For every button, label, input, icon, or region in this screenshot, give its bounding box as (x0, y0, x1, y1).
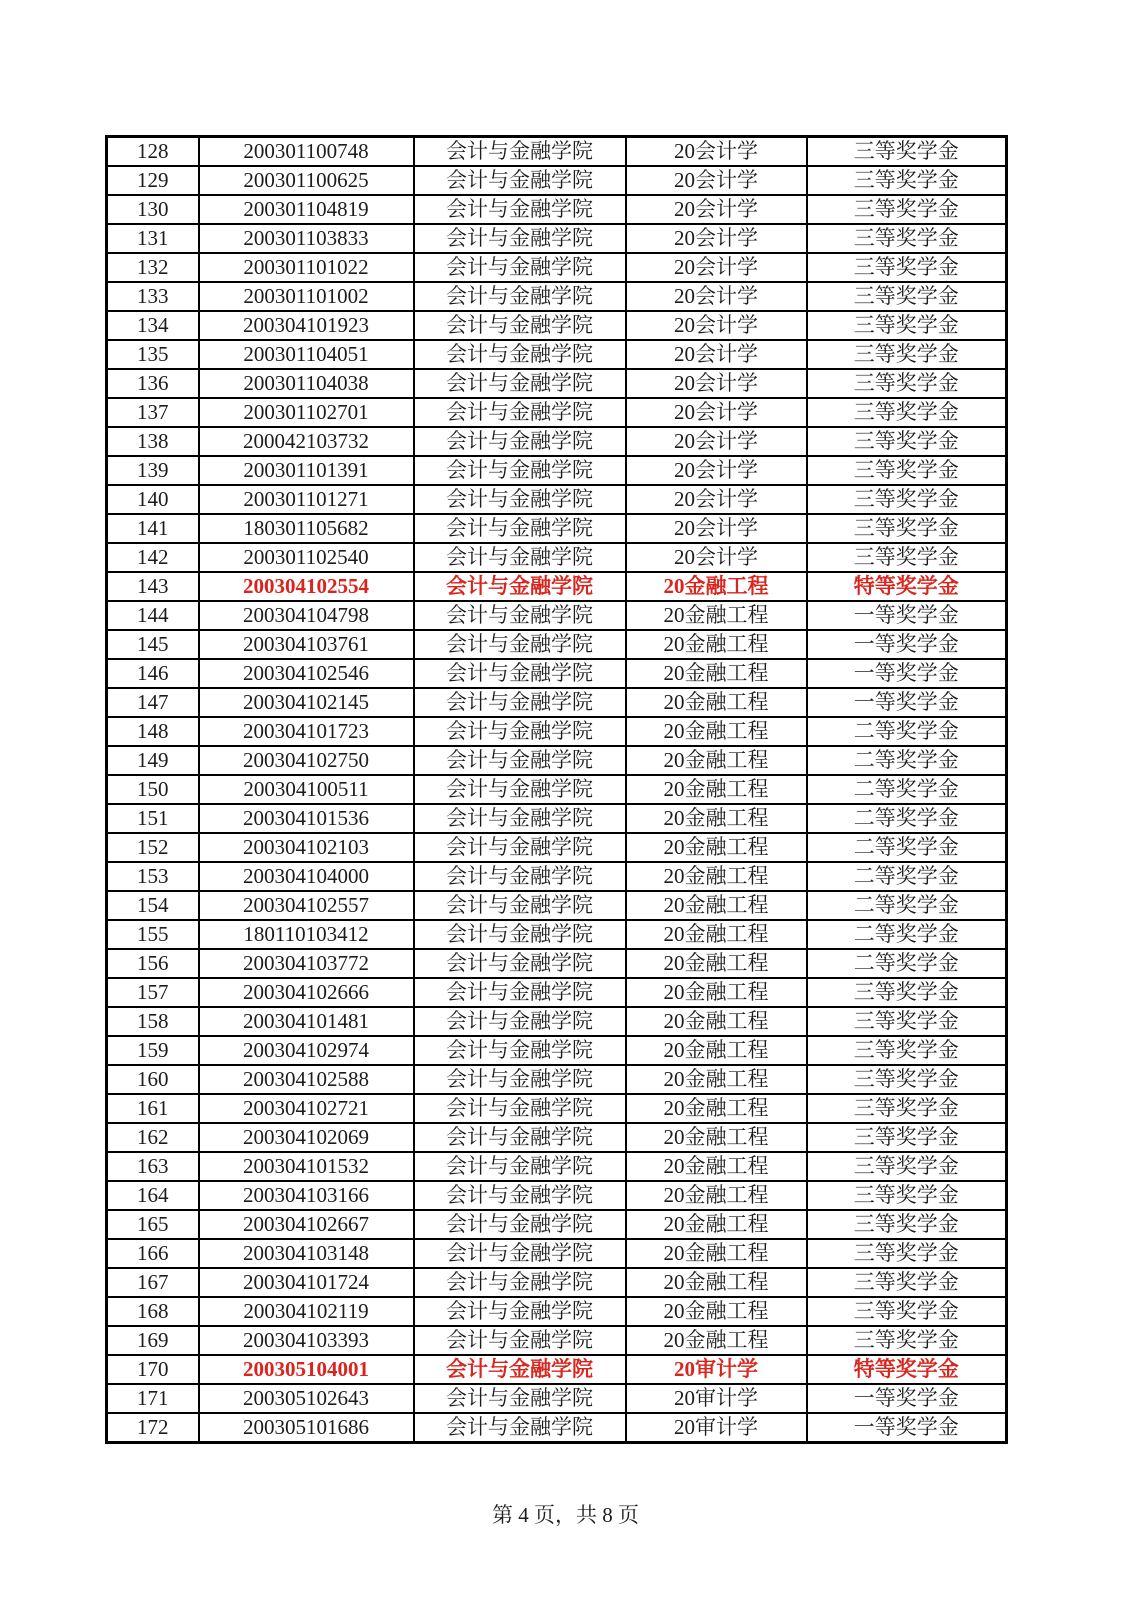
cell-award: 二等奖学金 (807, 717, 1007, 746)
cell-major: 20金融工程 (626, 1065, 807, 1094)
cell-student-id: 200304103393 (199, 1326, 414, 1355)
cell-award: 三等奖学金 (807, 1268, 1007, 1297)
table-row (107, 978, 1007, 1007)
cell-college: 会计与金融学院 (414, 1065, 626, 1094)
cell-college: 会计与金融学院 (414, 1297, 626, 1326)
cell-major: 20会计学 (626, 137, 807, 167)
cell-row-number: 158 (107, 1007, 199, 1036)
cell-college: 会计与金融学院 (414, 1181, 626, 1210)
cell-student-id: 200304104000 (199, 862, 414, 891)
cell-major: 20会计学 (626, 311, 807, 340)
cell-college: 会计与金融学院 (414, 514, 626, 543)
cell-college: 会计与金融学院 (414, 978, 626, 1007)
cell-major: 20会计学 (626, 166, 807, 195)
cell-college: 会计与金融学院 (414, 398, 626, 427)
cell-student-id: 200301101002 (199, 282, 414, 311)
cell-student-id: 200301100748 (199, 137, 414, 167)
table-row (107, 601, 1007, 630)
cell-row-number: 167 (107, 1268, 199, 1297)
cell-row-number: 166 (107, 1239, 199, 1268)
cell-award: 三等奖学金 (807, 978, 1007, 1007)
cell-row-number: 151 (107, 804, 199, 833)
cell-major: 20金融工程 (626, 1094, 807, 1123)
table-row (107, 166, 1007, 195)
cell-row-number: 150 (107, 775, 199, 804)
cell-student-id: 200304102588 (199, 1065, 414, 1094)
cell-award: 一等奖学金 (807, 1413, 1007, 1443)
cell-row-number: 130 (107, 195, 199, 224)
cell-major: 20审计学 (626, 1413, 807, 1443)
table-row (107, 369, 1007, 398)
cell-row-number: 159 (107, 1036, 199, 1065)
cell-major: 20会计学 (626, 485, 807, 514)
cell-college: 会计与金融学院 (414, 572, 626, 601)
cell-college: 会计与金融学院 (414, 1036, 626, 1065)
table-row (107, 1239, 1007, 1268)
cell-college: 会计与金融学院 (414, 630, 626, 659)
cell-award: 三等奖学金 (807, 1326, 1007, 1355)
table-row (107, 746, 1007, 775)
cell-student-id: 200305101686 (199, 1413, 414, 1443)
cell-row-number: 163 (107, 1152, 199, 1181)
cell-award: 三等奖学金 (807, 1152, 1007, 1181)
cell-college: 会计与金融学院 (414, 195, 626, 224)
cell-student-id: 200304104798 (199, 601, 414, 630)
cell-major: 20审计学 (626, 1384, 807, 1413)
table-row (107, 1094, 1007, 1123)
cell-college: 会计与金融学院 (414, 166, 626, 195)
cell-major: 20会计学 (626, 514, 807, 543)
cell-major: 20会计学 (626, 224, 807, 253)
cell-award: 二等奖学金 (807, 949, 1007, 978)
table-row (107, 717, 1007, 746)
cell-row-number: 141 (107, 514, 199, 543)
cell-row-number: 142 (107, 543, 199, 572)
table-row (107, 1355, 1007, 1384)
cell-award: 三等奖学金 (807, 137, 1007, 167)
cell-award: 一等奖学金 (807, 601, 1007, 630)
cell-student-id: 200304102554 (199, 572, 414, 601)
table-row (107, 1152, 1007, 1181)
cell-row-number: 143 (107, 572, 199, 601)
cell-row-number: 148 (107, 717, 199, 746)
cell-student-id: 200304102974 (199, 1036, 414, 1065)
table-row (107, 1065, 1007, 1094)
cell-award: 特等奖学金 (807, 1355, 1007, 1384)
cell-award: 二等奖学金 (807, 804, 1007, 833)
table-row (107, 1210, 1007, 1239)
table-row (107, 804, 1007, 833)
cell-row-number: 155 (107, 920, 199, 949)
cell-row-number: 169 (107, 1326, 199, 1355)
cell-major: 20金融工程 (626, 978, 807, 1007)
cell-college: 会计与金融学院 (414, 1413, 626, 1443)
cell-row-number: 139 (107, 456, 199, 485)
cell-award: 一等奖学金 (807, 1384, 1007, 1413)
table-row (107, 775, 1007, 804)
cell-college: 会计与金融学院 (414, 746, 626, 775)
cell-row-number: 154 (107, 891, 199, 920)
cell-award: 一等奖学金 (807, 659, 1007, 688)
cell-student-id: 200304102666 (199, 978, 414, 1007)
cell-student-id: 200304102721 (199, 1094, 414, 1123)
table-row (107, 920, 1007, 949)
cell-row-number: 134 (107, 311, 199, 340)
cell-row-number: 147 (107, 688, 199, 717)
cell-row-number: 140 (107, 485, 199, 514)
cell-college: 会计与金融学院 (414, 340, 626, 369)
cell-college: 会计与金融学院 (414, 891, 626, 920)
cell-row-number: 144 (107, 601, 199, 630)
cell-student-id: 180110103412 (199, 920, 414, 949)
page-footer: 第 4 页，共 8 页 (492, 1503, 639, 1527)
cell-college: 会计与金融学院 (414, 688, 626, 717)
table-row (107, 340, 1007, 369)
cell-award: 三等奖学金 (807, 1123, 1007, 1152)
cell-student-id: 200304102546 (199, 659, 414, 688)
cell-award: 三等奖学金 (807, 427, 1007, 456)
cell-student-id: 200304103761 (199, 630, 414, 659)
cell-major: 20金融工程 (626, 630, 807, 659)
cell-major: 20金融工程 (626, 1152, 807, 1181)
cell-major: 20金融工程 (626, 920, 807, 949)
cell-college: 会计与金融学院 (414, 1326, 626, 1355)
cell-row-number: 145 (107, 630, 199, 659)
table-row (107, 1007, 1007, 1036)
cell-college: 会计与金融学院 (414, 427, 626, 456)
cell-award: 三等奖学金 (807, 224, 1007, 253)
cell-college: 会计与金融学院 (414, 1268, 626, 1297)
cell-student-id: 200304100511 (199, 775, 414, 804)
cell-major: 20会计学 (626, 253, 807, 282)
table-body (107, 137, 1007, 1443)
cell-row-number: 152 (107, 833, 199, 862)
cell-major: 20金融工程 (626, 1036, 807, 1065)
cell-major: 20金融工程 (626, 659, 807, 688)
cell-row-number: 136 (107, 369, 199, 398)
cell-major: 20会计学 (626, 398, 807, 427)
cell-student-id: 200304103166 (199, 1181, 414, 1210)
cell-award: 三等奖学金 (807, 311, 1007, 340)
table-row (107, 398, 1007, 427)
cell-row-number: 157 (107, 978, 199, 1007)
table-row (107, 1384, 1007, 1413)
cell-student-id: 200301103833 (199, 224, 414, 253)
table-row (107, 456, 1007, 485)
cell-award: 三等奖学金 (807, 282, 1007, 311)
cell-award: 二等奖学金 (807, 775, 1007, 804)
table-row (107, 1413, 1007, 1443)
cell-award: 三等奖学金 (807, 1181, 1007, 1210)
cell-college: 会计与金融学院 (414, 311, 626, 340)
cell-major: 20金融工程 (626, 1210, 807, 1239)
cell-row-number: 161 (107, 1094, 199, 1123)
cell-student-id: 200301101391 (199, 456, 414, 485)
cell-row-number: 128 (107, 137, 199, 167)
table-row (107, 137, 1007, 167)
cell-row-number: 162 (107, 1123, 199, 1152)
cell-student-id: 200305102643 (199, 1384, 414, 1413)
table-row (107, 891, 1007, 920)
cell-major: 20金融工程 (626, 601, 807, 630)
table-row (107, 1036, 1007, 1065)
cell-row-number: 168 (107, 1297, 199, 1326)
cell-row-number: 172 (107, 1413, 199, 1443)
cell-row-number: 131 (107, 224, 199, 253)
cell-major: 20会计学 (626, 195, 807, 224)
table-row (107, 659, 1007, 688)
cell-major: 20会计学 (626, 543, 807, 572)
cell-row-number: 156 (107, 949, 199, 978)
table-row (107, 1181, 1007, 1210)
cell-major: 20金融工程 (626, 1239, 807, 1268)
cell-major: 20会计学 (626, 369, 807, 398)
cell-major: 20金融工程 (626, 1181, 807, 1210)
cell-student-id: 200304101532 (199, 1152, 414, 1181)
table-row (107, 282, 1007, 311)
table-row (107, 311, 1007, 340)
cell-row-number: 170 (107, 1355, 199, 1384)
cell-student-id: 200304102667 (199, 1210, 414, 1239)
cell-major: 20金融工程 (626, 688, 807, 717)
cell-row-number: 138 (107, 427, 199, 456)
cell-student-id: 200304101481 (199, 1007, 414, 1036)
cell-student-id: 200304102103 (199, 833, 414, 862)
cell-student-id: 200304103772 (199, 949, 414, 978)
cell-row-number: 137 (107, 398, 199, 427)
cell-award: 三等奖学金 (807, 485, 1007, 514)
cell-award: 三等奖学金 (807, 1065, 1007, 1094)
table-row (107, 1268, 1007, 1297)
cell-student-id: 200301101022 (199, 253, 414, 282)
cell-row-number: 160 (107, 1065, 199, 1094)
cell-student-id: 200042103732 (199, 427, 414, 456)
cell-student-id: 200304102557 (199, 891, 414, 920)
cell-row-number: 129 (107, 166, 199, 195)
cell-row-number: 135 (107, 340, 199, 369)
cell-college: 会计与金融学院 (414, 1355, 626, 1384)
cell-award: 二等奖学金 (807, 891, 1007, 920)
cell-award: 三等奖学金 (807, 340, 1007, 369)
cell-college: 会计与金融学院 (414, 659, 626, 688)
cell-student-id: 200301100625 (199, 166, 414, 195)
cell-award: 三等奖学金 (807, 253, 1007, 282)
cell-award: 三等奖学金 (807, 195, 1007, 224)
cell-college: 会计与金融学院 (414, 862, 626, 891)
scholarship-table (105, 135, 1008, 1444)
cell-college: 会计与金融学院 (414, 485, 626, 514)
cell-major: 20金融工程 (626, 833, 807, 862)
cell-college: 会计与金融学院 (414, 1152, 626, 1181)
cell-award: 三等奖学金 (807, 543, 1007, 572)
cell-major: 20会计学 (626, 340, 807, 369)
cell-college: 会计与金融学院 (414, 775, 626, 804)
cell-row-number: 153 (107, 862, 199, 891)
cell-major: 20审计学 (626, 1355, 807, 1384)
cell-college: 会计与金融学院 (414, 601, 626, 630)
cell-student-id: 200301104819 (199, 195, 414, 224)
table-row (107, 833, 1007, 862)
table-row (107, 427, 1007, 456)
cell-award: 三等奖学金 (807, 514, 1007, 543)
cell-award: 三等奖学金 (807, 1094, 1007, 1123)
cell-student-id: 200304101923 (199, 311, 414, 340)
table-row (107, 514, 1007, 543)
cell-award: 三等奖学金 (807, 1007, 1007, 1036)
table-row (107, 485, 1007, 514)
cell-major: 20金融工程 (626, 1007, 807, 1036)
cell-student-id: 200301104051 (199, 340, 414, 369)
cell-college: 会计与金融学院 (414, 920, 626, 949)
cell-major: 20金融工程 (626, 1123, 807, 1152)
cell-student-id: 200301101271 (199, 485, 414, 514)
cell-college: 会计与金融学院 (414, 1123, 626, 1152)
cell-student-id: 200304102145 (199, 688, 414, 717)
table-row (107, 630, 1007, 659)
cell-major: 20金融工程 (626, 775, 807, 804)
cell-college: 会计与金融学院 (414, 456, 626, 485)
cell-award: 二等奖学金 (807, 920, 1007, 949)
cell-award: 二等奖学金 (807, 746, 1007, 775)
cell-award: 三等奖学金 (807, 1239, 1007, 1268)
cell-row-number: 133 (107, 282, 199, 311)
table-row (107, 253, 1007, 282)
cell-award: 三等奖学金 (807, 456, 1007, 485)
cell-row-number: 164 (107, 1181, 199, 1210)
cell-major: 20会计学 (626, 456, 807, 485)
cell-award: 三等奖学金 (807, 166, 1007, 195)
cell-college: 会计与金融学院 (414, 253, 626, 282)
cell-student-id: 180301105682 (199, 514, 414, 543)
cell-college: 会计与金融学院 (414, 543, 626, 572)
table-row (107, 543, 1007, 572)
cell-award: 一等奖学金 (807, 630, 1007, 659)
cell-major: 20金融工程 (626, 1297, 807, 1326)
cell-award: 三等奖学金 (807, 398, 1007, 427)
cell-major: 20会计学 (626, 282, 807, 311)
cell-row-number: 146 (107, 659, 199, 688)
cell-row-number: 165 (107, 1210, 199, 1239)
table-row (107, 1326, 1007, 1355)
table-row (107, 688, 1007, 717)
table-row (107, 224, 1007, 253)
cell-college: 会计与金融学院 (414, 1239, 626, 1268)
cell-row-number: 132 (107, 253, 199, 282)
cell-college: 会计与金融学院 (414, 369, 626, 398)
table-row (107, 949, 1007, 978)
cell-student-id: 200304102069 (199, 1123, 414, 1152)
cell-student-id: 200301104038 (199, 369, 414, 398)
cell-row-number: 171 (107, 1384, 199, 1413)
cell-award: 二等奖学金 (807, 833, 1007, 862)
cell-major: 20金融工程 (626, 1268, 807, 1297)
cell-student-id: 200301102701 (199, 398, 414, 427)
cell-college: 会计与金融学院 (414, 833, 626, 862)
cell-college: 会计与金融学院 (414, 1384, 626, 1413)
cell-award: 三等奖学金 (807, 369, 1007, 398)
cell-award: 特等奖学金 (807, 572, 1007, 601)
cell-major: 20金融工程 (626, 804, 807, 833)
cell-student-id: 200304101536 (199, 804, 414, 833)
cell-row-number: 149 (107, 746, 199, 775)
cell-student-id: 200304101724 (199, 1268, 414, 1297)
cell-award: 三等奖学金 (807, 1036, 1007, 1065)
cell-college: 会计与金融学院 (414, 1210, 626, 1239)
cell-major: 20金融工程 (626, 1326, 807, 1355)
cell-college: 会计与金融学院 (414, 717, 626, 746)
cell-major: 20会计学 (626, 427, 807, 456)
cell-student-id: 200304102750 (199, 746, 414, 775)
cell-college: 会计与金融学院 (414, 1007, 626, 1036)
cell-student-id: 200304103148 (199, 1239, 414, 1268)
table-row (107, 1297, 1007, 1326)
cell-major: 20金融工程 (626, 746, 807, 775)
cell-student-id: 200304102119 (199, 1297, 414, 1326)
table-row (107, 572, 1007, 601)
cell-major: 20金融工程 (626, 572, 807, 601)
cell-major: 20金融工程 (626, 949, 807, 978)
cell-student-id: 200301102540 (199, 543, 414, 572)
cell-college: 会计与金融学院 (414, 137, 626, 167)
cell-student-id: 200305104001 (199, 1355, 414, 1384)
cell-major: 20金融工程 (626, 717, 807, 746)
cell-college: 会计与金融学院 (414, 224, 626, 253)
cell-award: 二等奖学金 (807, 862, 1007, 891)
cell-college: 会计与金融学院 (414, 282, 626, 311)
cell-award: 三等奖学金 (807, 1210, 1007, 1239)
cell-major: 20金融工程 (626, 891, 807, 920)
table-row (107, 1123, 1007, 1152)
cell-award: 三等奖学金 (807, 1297, 1007, 1326)
cell-major: 20金融工程 (626, 862, 807, 891)
cell-college: 会计与金融学院 (414, 804, 626, 833)
table-row (107, 862, 1007, 891)
cell-student-id: 200304101723 (199, 717, 414, 746)
cell-college: 会计与金融学院 (414, 1094, 626, 1123)
cell-college: 会计与金融学院 (414, 949, 626, 978)
table-row (107, 195, 1007, 224)
cell-award: 一等奖学金 (807, 688, 1007, 717)
